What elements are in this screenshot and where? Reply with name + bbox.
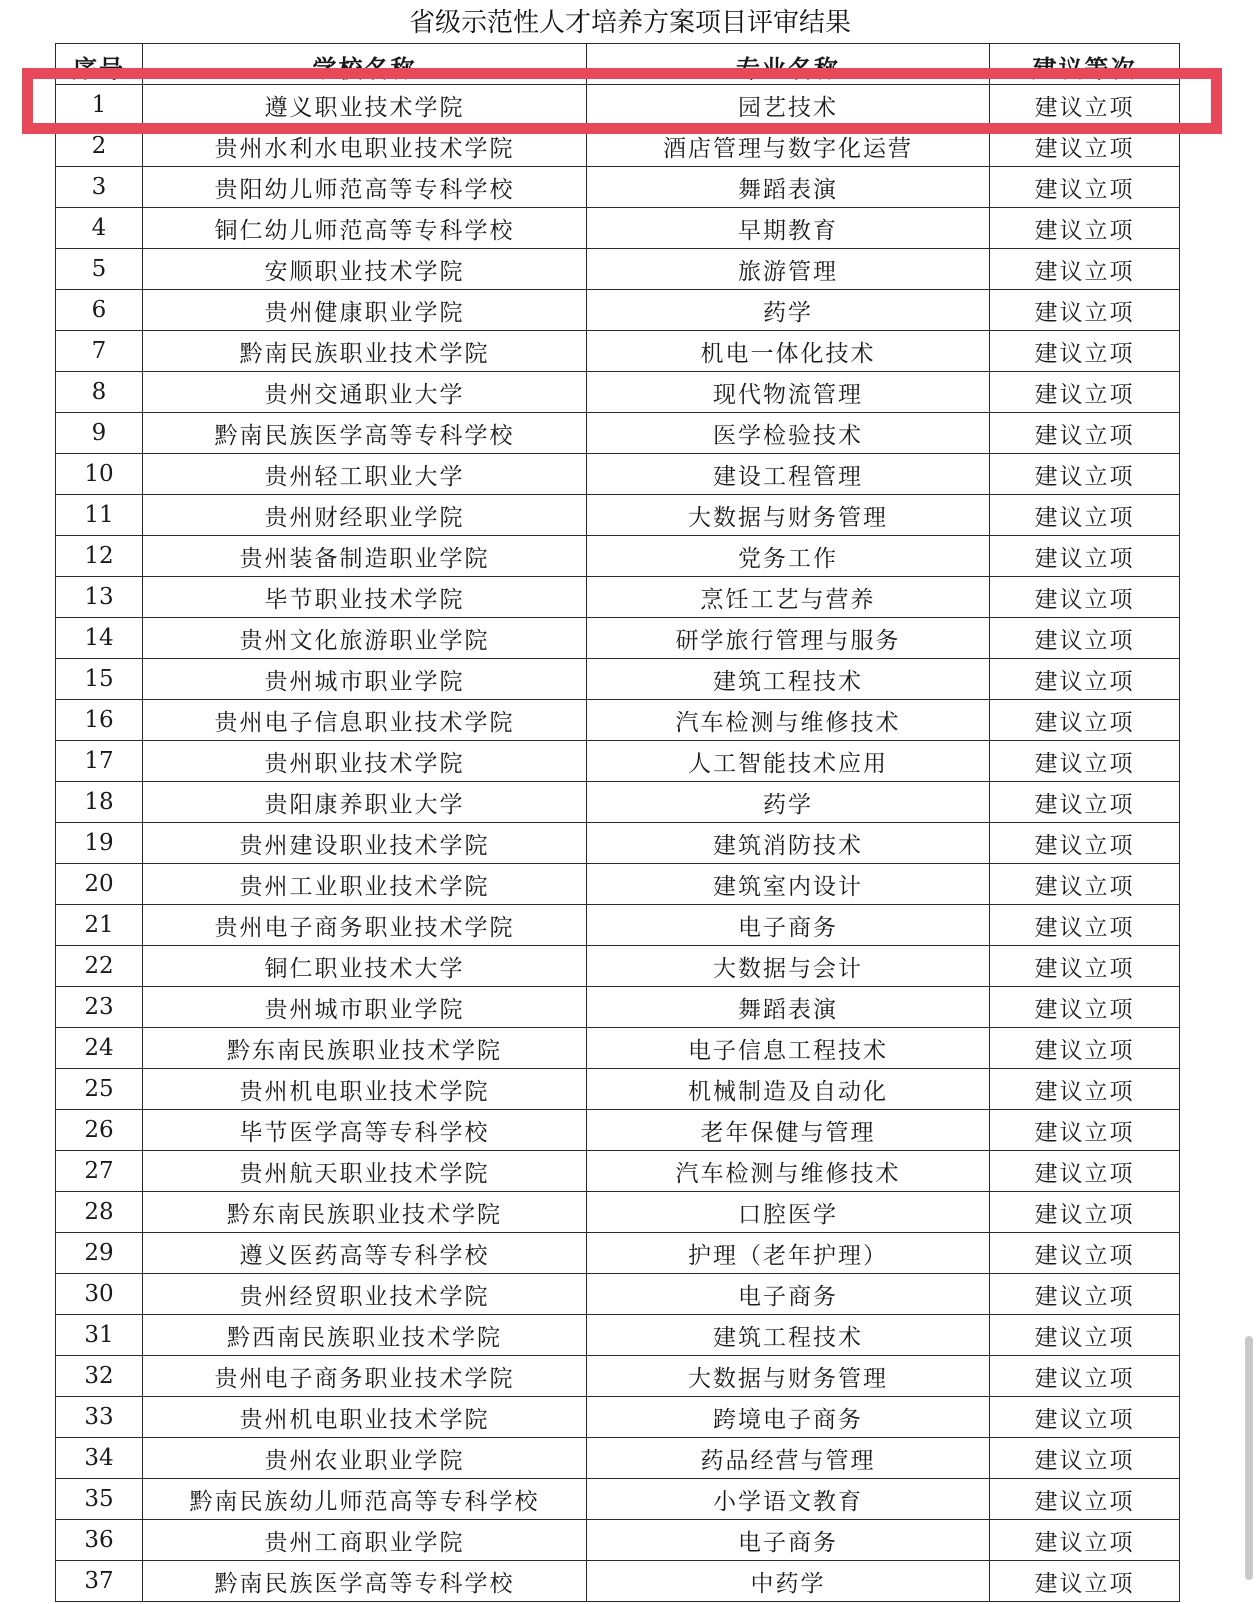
table-row	[56, 905, 1180, 946]
cell-major: 舞蹈表演	[587, 987, 990, 1028]
cell-grade: 建议立项	[990, 167, 1180, 208]
table-row	[56, 1028, 1180, 1069]
table-row	[56, 577, 1180, 618]
cell-school: 贵州工业职业技术学院	[143, 864, 587, 905]
cell-no: 19	[56, 823, 143, 864]
cell-grade: 建议立项	[990, 126, 1180, 167]
table-row	[56, 167, 1180, 208]
cell-grade: 建议立项	[990, 618, 1180, 659]
cell-grade: 建议立项	[990, 1561, 1180, 1602]
table-row	[56, 659, 1180, 700]
cell-no: 22	[56, 946, 143, 987]
cell-school: 贵州轻工职业大学	[143, 454, 587, 495]
table-row	[56, 495, 1180, 536]
table-row	[56, 454, 1180, 495]
cell-school: 贵州电子商务职业技术学院	[143, 905, 587, 946]
cell-grade: 建议立项	[990, 331, 1180, 372]
cell-grade: 建议立项	[990, 659, 1180, 700]
cell-no: 9	[56, 413, 143, 454]
table-row	[56, 618, 1180, 659]
cell-grade: 建议立项	[990, 577, 1180, 618]
cell-grade: 建议立项	[990, 1274, 1180, 1315]
cell-grade: 建议立项	[990, 946, 1180, 987]
cell-no: 16	[56, 700, 143, 741]
table-row	[56, 1274, 1180, 1315]
cell-no: 29	[56, 1233, 143, 1274]
cell-major: 人工智能技术应用	[587, 741, 990, 782]
table-row	[56, 1561, 1180, 1602]
cell-grade: 建议立项	[990, 495, 1180, 536]
cell-major: 中药学	[587, 1561, 990, 1602]
cell-major: 老年保健与管理	[587, 1110, 990, 1151]
cell-major: 大数据与会计	[587, 946, 990, 987]
cell-major: 机电一体化技术	[587, 331, 990, 372]
cell-grade: 建议立项	[990, 372, 1180, 413]
cell-no: 23	[56, 987, 143, 1028]
cell-major: 旅游管理	[587, 249, 990, 290]
cell-no: 26	[56, 1110, 143, 1151]
cell-major: 药品经营与管理	[587, 1438, 990, 1479]
cell-major: 药学	[587, 290, 990, 331]
cell-school: 黔南民族医学高等专科学校	[143, 413, 587, 454]
table-row	[56, 1520, 1180, 1561]
cell-school: 贵州职业技术学院	[143, 741, 587, 782]
cell-no: 33	[56, 1397, 143, 1438]
table-header-row	[56, 44, 1180, 85]
cell-no: 4	[56, 208, 143, 249]
cell-school: 安顺职业技术学院	[143, 249, 587, 290]
cell-major: 建筑室内设计	[587, 864, 990, 905]
table-row	[56, 987, 1180, 1028]
cell-grade: 建议立项	[990, 905, 1180, 946]
cell-school: 黔东南民族职业技术学院	[143, 1192, 587, 1233]
cell-no: 5	[56, 249, 143, 290]
cell-major: 研学旅行管理与服务	[587, 618, 990, 659]
cell-no: 18	[56, 782, 143, 823]
table-row	[56, 536, 1180, 577]
cell-no: 28	[56, 1192, 143, 1233]
cell-school: 毕节医学高等专科学校	[143, 1110, 587, 1151]
cell-major: 电子商务	[587, 1520, 990, 1561]
table-row	[56, 85, 1180, 126]
cell-school: 贵州电子商务职业技术学院	[143, 1356, 587, 1397]
cell-no: 10	[56, 454, 143, 495]
cell-major: 党务工作	[587, 536, 990, 577]
cell-no: 17	[56, 741, 143, 782]
table-row	[56, 741, 1180, 782]
cell-grade: 建议立项	[990, 85, 1180, 126]
table-row	[56, 290, 1180, 331]
table-row	[56, 331, 1180, 372]
table-row	[56, 1397, 1180, 1438]
table-row	[56, 249, 1180, 290]
cell-no: 32	[56, 1356, 143, 1397]
cell-grade: 建议立项	[990, 823, 1180, 864]
table-row	[56, 782, 1180, 823]
cell-school: 贵州城市职业学院	[143, 659, 587, 700]
cell-school: 毕节职业技术学院	[143, 577, 587, 618]
cell-grade: 建议立项	[990, 1438, 1180, 1479]
table-row	[56, 823, 1180, 864]
cell-grade: 建议立项	[990, 987, 1180, 1028]
cell-major: 药学	[587, 782, 990, 823]
cell-no: 2	[56, 126, 143, 167]
cell-major: 护理（老年护理）	[587, 1233, 990, 1274]
cell-grade: 建议立项	[990, 1397, 1180, 1438]
cell-school: 贵州机电职业技术学院	[143, 1397, 587, 1438]
cell-major: 医学检验技术	[587, 413, 990, 454]
cell-major: 电子信息工程技术	[587, 1028, 990, 1069]
cell-school: 黔南民族职业技术学院	[143, 331, 587, 372]
cell-grade: 建议立项	[990, 1110, 1180, 1151]
table-row	[56, 1479, 1180, 1520]
cell-grade: 建议立项	[990, 1151, 1180, 1192]
table-row	[56, 700, 1180, 741]
cell-major: 电子商务	[587, 1274, 990, 1315]
cell-major: 建筑工程技术	[587, 1315, 990, 1356]
cell-school: 贵阳康养职业大学	[143, 782, 587, 823]
table-row	[56, 1151, 1180, 1192]
cell-major: 早期教育	[587, 208, 990, 249]
table-row	[56, 1438, 1180, 1479]
cell-no: 34	[56, 1438, 143, 1479]
cell-grade: 建议立项	[990, 208, 1180, 249]
cell-grade: 建议立项	[990, 249, 1180, 290]
cell-no: 30	[56, 1274, 143, 1315]
cell-school: 贵州农业职业学院	[143, 1438, 587, 1479]
cell-school: 贵州城市职业学院	[143, 987, 587, 1028]
cell-no: 37	[56, 1561, 143, 1602]
cell-school: 贵阳幼儿师范高等专科学校	[143, 167, 587, 208]
cell-major: 跨境电子商务	[587, 1397, 990, 1438]
table-row	[56, 413, 1180, 454]
cell-school: 贵州工商职业学院	[143, 1520, 587, 1561]
cell-no: 25	[56, 1069, 143, 1110]
cell-no: 24	[56, 1028, 143, 1069]
cell-grade: 建议立项	[990, 864, 1180, 905]
table-row	[56, 1110, 1180, 1151]
cell-major: 大数据与财务管理	[587, 495, 990, 536]
cell-grade: 建议立项	[990, 1192, 1180, 1233]
cell-school: 贵州建设职业技术学院	[143, 823, 587, 864]
cell-no: 3	[56, 167, 143, 208]
cell-no: 35	[56, 1479, 143, 1520]
cell-school: 贵州机电职业技术学院	[143, 1069, 587, 1110]
cell-grade: 建议立项	[990, 1479, 1180, 1520]
cell-grade: 建议立项	[990, 1356, 1180, 1397]
cell-major: 建筑工程技术	[587, 659, 990, 700]
table-row	[56, 372, 1180, 413]
cell-school: 贵州经贸职业技术学院	[143, 1274, 587, 1315]
header-school: 学校名称	[143, 44, 587, 85]
cell-major: 大数据与财务管理	[587, 1356, 990, 1397]
cell-grade: 建议立项	[990, 1233, 1180, 1274]
table-row	[56, 1315, 1180, 1356]
cell-major: 舞蹈表演	[587, 167, 990, 208]
table-row	[56, 126, 1180, 167]
cell-school: 黔东南民族职业技术学院	[143, 1028, 587, 1069]
table-row	[56, 208, 1180, 249]
cell-school: 黔西南民族职业技术学院	[143, 1315, 587, 1356]
table-row	[56, 1192, 1180, 1233]
cell-major: 电子商务	[587, 905, 990, 946]
cell-grade: 建议立项	[990, 1315, 1180, 1356]
cell-no: 13	[56, 577, 143, 618]
cell-school: 贵州财经职业学院	[143, 495, 587, 536]
table-row	[56, 1356, 1180, 1397]
table-row	[56, 864, 1180, 905]
cell-no: 15	[56, 659, 143, 700]
cell-school: 黔南民族医学高等专科学校	[143, 1561, 587, 1602]
cell-grade: 建议立项	[990, 1069, 1180, 1110]
cell-major: 汽车检测与维修技术	[587, 700, 990, 741]
cell-major: 园艺技术	[587, 85, 990, 126]
cell-no: 21	[56, 905, 143, 946]
table-row	[56, 1069, 1180, 1110]
cell-no: 8	[56, 372, 143, 413]
table-row	[56, 946, 1180, 987]
cell-grade: 建议立项	[990, 741, 1180, 782]
cell-major: 烹饪工艺与营养	[587, 577, 990, 618]
table-row	[56, 1233, 1180, 1274]
cell-major: 汽车检测与维修技术	[587, 1151, 990, 1192]
header-major: 专业名称	[587, 44, 990, 85]
cell-school: 黔南民族幼儿师范高等专科学校	[143, 1479, 587, 1520]
cell-grade: 建议立项	[990, 413, 1180, 454]
cell-school: 遵义职业技术学院	[143, 85, 587, 126]
cell-no: 7	[56, 331, 143, 372]
cell-school: 贵州文化旅游职业学院	[143, 618, 587, 659]
header-no: 序号	[56, 44, 143, 85]
cell-no: 14	[56, 618, 143, 659]
cell-grade: 建议立项	[990, 782, 1180, 823]
cell-major: 建筑消防技术	[587, 823, 990, 864]
cell-grade: 建议立项	[990, 700, 1180, 741]
cell-school: 贵州航天职业技术学院	[143, 1151, 587, 1192]
cell-school: 贵州装备制造职业学院	[143, 536, 587, 577]
cell-school: 贵州健康职业学院	[143, 290, 587, 331]
cell-no: 36	[56, 1520, 143, 1561]
document-title: 省级示范性人才培养方案项目评审结果	[408, 8, 851, 38]
cell-no: 31	[56, 1315, 143, 1356]
cell-grade: 建议立项	[990, 1520, 1180, 1561]
cell-school: 铜仁幼儿师范高等专科学校	[143, 208, 587, 249]
cell-major: 建设工程管理	[587, 454, 990, 495]
cell-major: 现代物流管理	[587, 372, 990, 413]
results-table	[55, 43, 1180, 1602]
cell-no: 6	[56, 290, 143, 331]
cell-major: 机械制造及自动化	[587, 1069, 990, 1110]
cell-school: 遵义医药高等专科学校	[143, 1233, 587, 1274]
cell-school: 贵州水利水电职业技术学院	[143, 126, 587, 167]
cell-major: 酒店管理与数字化运营	[587, 126, 990, 167]
cell-school: 铜仁职业技术大学	[143, 946, 587, 987]
header-grade: 建议等次	[990, 44, 1180, 85]
cell-no: 11	[56, 495, 143, 536]
cell-major: 口腔医学	[587, 1192, 990, 1233]
cell-no: 27	[56, 1151, 143, 1192]
cell-no: 12	[56, 536, 143, 577]
cell-grade: 建议立项	[990, 290, 1180, 331]
cell-grade: 建议立项	[990, 454, 1180, 495]
cell-school: 贵州电子信息职业技术学院	[143, 700, 587, 741]
cell-major: 小学语文教育	[587, 1479, 990, 1520]
cell-no: 1	[56, 85, 143, 126]
cell-no: 20	[56, 864, 143, 905]
cell-school: 贵州交通职业大学	[143, 372, 587, 413]
cell-grade: 建议立项	[990, 536, 1180, 577]
cell-grade: 建议立项	[990, 1028, 1180, 1069]
scrollbar[interactable]	[1245, 1336, 1253, 1580]
